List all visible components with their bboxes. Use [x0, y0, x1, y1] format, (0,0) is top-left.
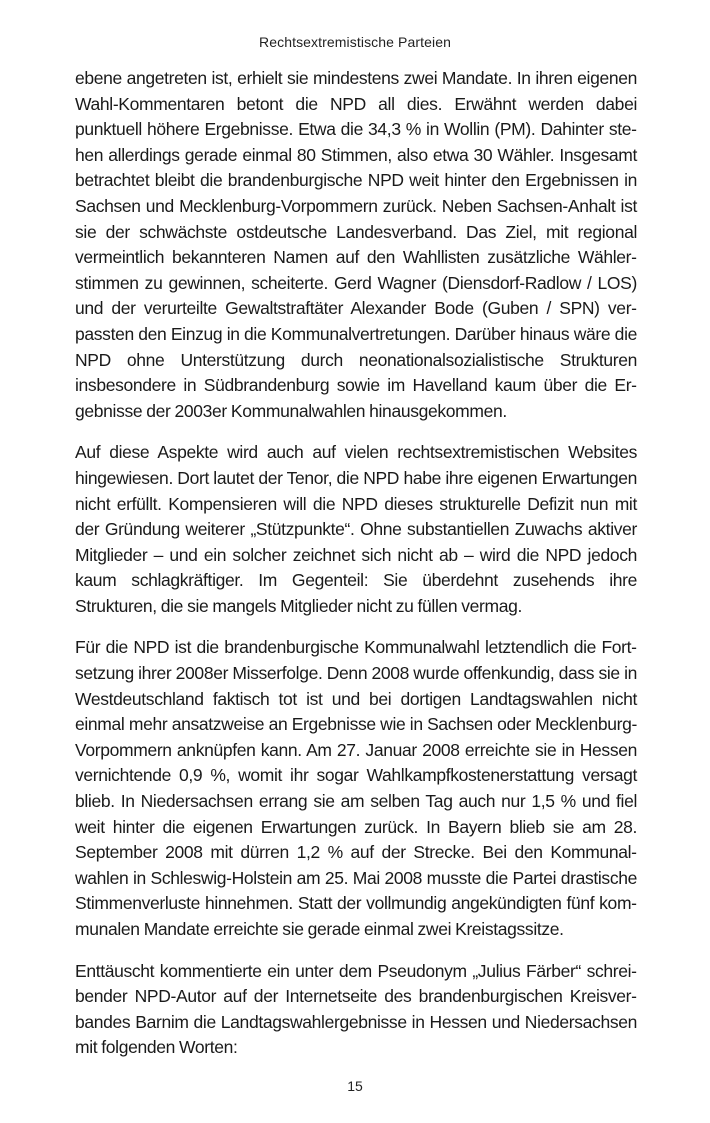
page-number: 15	[347, 1078, 363, 1094]
paragraph: Für die NPD ist die brandenburgische Kommunalwahl letztendlich die Fortsetzung ihrer 2008er Misserfolge. Denn 2008 wurde offenkundig, dass sie in Westdeutschland faktisch tot ist und bei dortigen Landtagswahlen nicht einmal mehr ansatzweise an Ergebnisse wie in Sachsen oder Mecklenburg-Vorpommern anknüpfen kann. Am 27. Januar 2008 erreichte sie in Hessen vernichtende 0,9 %, womit ihr sogar Wahlkampfkostenerstattung versagt blieb. In Niedersachsen errang sie am selben Tag auch nur 1,5 % und fiel weit hinter die eigenen Erwartungen zurück. In Bayern blieb sie am 28. September 2008 mit dürren 1,2 % auf der Strecke. Bei den Kommunalwahlen in Schleswig-Holstein am 25. Mai 2008 musste die Partei drastische Stimmenverluste hinnehmen. Statt der vollmundig angekündigten fünf kommunalen Mandate erreichte sie gerade einmal zwei Kreistagssitze.	[75, 637, 637, 939]
body-text	[75, 66, 637, 1061]
paragraph: Auf diese Aspekte wird auch auf vielen rechtsextremistischen Websites hingewiesen. Dort lautet der Tenor, die NPD habe ihre eigenen Erwartungen nicht erfüllt. Kompensieren will die NPD dieses strukturelle Defizit nun mit der Gründung weiterer „Stützpunkte“. Ohne substantiellen Zuwachs aktiver Mitglieder – und ein solcher zeichnet sich nicht ab – wird die NPD jedoch kaum schlagkräftiger. Im Gegenteil: Sie überdehnt zusehends ihre Strukturen, die sie mangels Mitglieder nicht zu füllen vermag.	[75, 442, 637, 616]
running-header: Rechtsextremistische Parteien	[259, 34, 451, 50]
paragraph: ebene angetreten ist, erhielt sie mindestens zwei Mandate. In ihren eigenen Wahl-Kommentaren betont die NPD all dies. Erwähnt werden dabei punktuell höhere Ergebnisse. Etwa die 34,3 % in Wollin (PM). Dahinter stehen allerdings gerade einmal 80 Stimmen, also etwa 30 Wähler. Insgesamt betrachtet bleibt die brandenburgische NPD weit hinter den Ergebnissen in Sachsen und Mecklenburg-Vorpommern zurück. Neben Sachsen-Anhalt ist sie der schwächste ostdeutsche Landesverband. Das Ziel, mit regional vermeintlich bekannteren Namen auf den Wahllisten zusätzliche Wählerstimmen zu gewinnen, scheiterte. Gerd Wagner (Diensdorf-Radlow / LOS) und der verurteilte Gewaltstraftäter Alexander Bode (Guben / SPN) verpassten den Einzug in die Kommunalvertretungen. Darüber hinaus wäre die NPD ohne Unterstützung durch neonationalsozialistische Strukturen insbesondere in Südbrandenburg sowie im Havelland kaum über die Ergebnisse der 2003er Kommunalwahlen hinausgekommen.	[75, 68, 637, 421]
paragraph: Enttäuscht kommentierte ein unter dem Pseudonym „Julius Färber“ schreibender NPD-Autor auf der Internetseite des brandenburgischen Kreisverbandes Barnim die Landtagswahlergebnisse in Hessen und Niedersachsen mit folgenden Worten:	[75, 960, 637, 1058]
